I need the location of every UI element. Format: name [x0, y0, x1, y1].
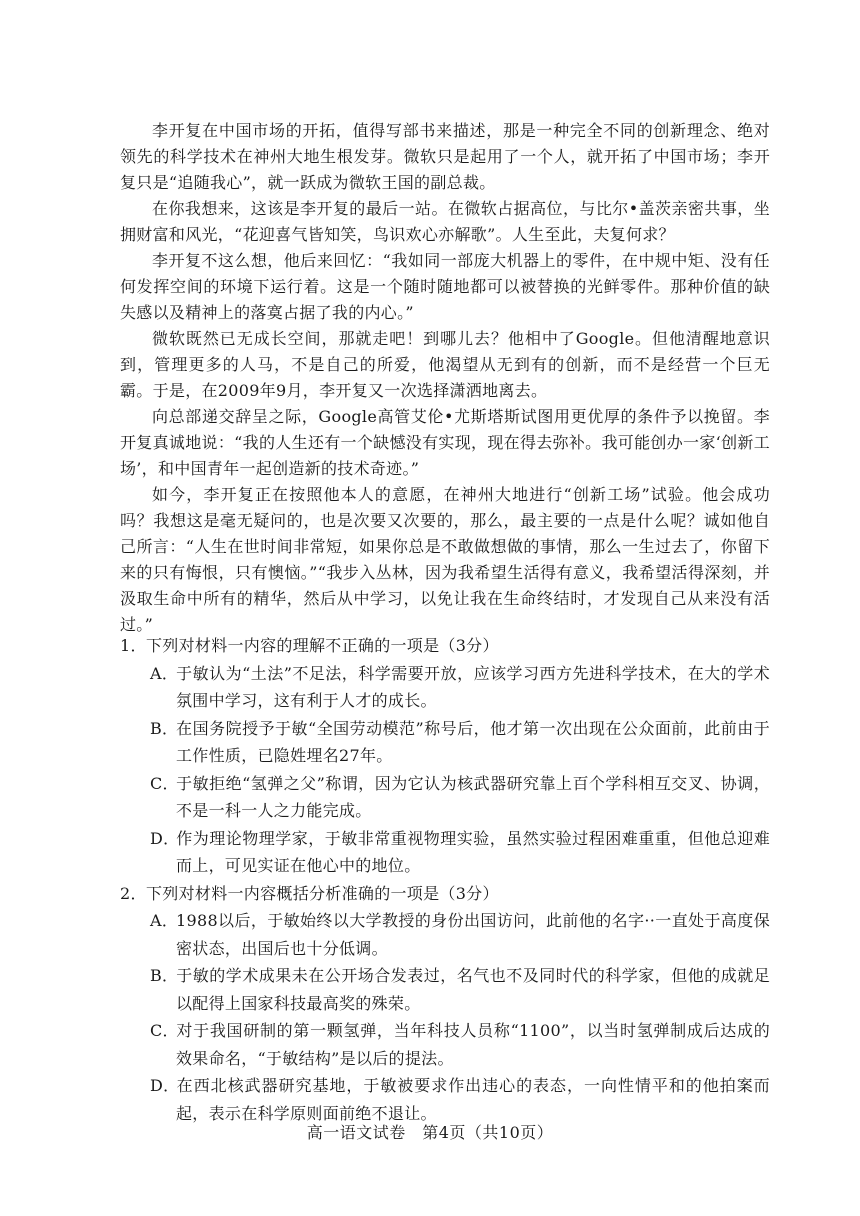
option-text: 对于我国研制的第一颗氢弹，当年科技人员称“1100”，以当时氢弹制成后达成的效果命名，“于敏结构”是以后的提法。: [176, 1021, 770, 1068]
answer-option: [120, 715, 770, 770]
question-number: 1．: [120, 636, 147, 655]
answer-option: [120, 1017, 770, 1072]
option-letter: C．: [150, 1021, 179, 1040]
option-letter: C．: [150, 773, 179, 793]
option-text: 于敏认为“土法”不足法，科学需要开放，应该学习西方先进科学技术，在大的学术氛围中学习，这有利于人才的成长。: [176, 663, 770, 710]
answer-option: [120, 825, 770, 880]
passage-paragraph: 微软既然已无成长空间，那就走吧！到哪儿去？他相中了Google。但他清醒地意识到，管理更多的人马，不是自己的所爱，他渴望从无到有的创新，而不是经营一个巨无霸。于是，在2009年9月，李开复又一次选择潇洒地离去。: [120, 329, 770, 400]
answer-option: [120, 1072, 770, 1127]
passage-paragraph: 李开复不这么想，他后来回忆：“我如同一部庞大机器上的零件，在中规中矩、没有任何发挥空间的环境下运行着。这是一个随时随地都可以被替换的光鲜零件。那种价值的缺失感以及精神上的落寞占据了我的内心。”: [120, 251, 770, 322]
option-letter: B．: [150, 966, 179, 985]
question-text: 下列对材料一内容的理解不正确的一项是（3分）: [146, 636, 499, 655]
page-footer: 高一语文试卷 第4页（共10页）: [306, 1123, 554, 1142]
question-section: [120, 632, 770, 1127]
option-letter: D．: [150, 1076, 180, 1095]
option-text: 于敏的学术成果未在公开场合发表过，名气也不及同时代的科学家，但他的成就足以配得上国家科技最高奖的殊荣。: [176, 966, 770, 1013]
option-letter: D．: [150, 828, 180, 848]
question-title: [120, 632, 770, 660]
option-text: 作为理论物理学家，于敏非常重视物理实验，虽然实验过程困难重重，但他总迎难而上，可见实证在他心中的地位。: [176, 828, 770, 875]
option-text: 在西北核武器研究基地，于敏被要求作出违心的表态，一向性情平和的他拍案而起，表示在科学原则面前绝不退让。: [176, 1076, 770, 1123]
option-letter: A．: [150, 911, 179, 930]
answer-option: [120, 907, 770, 962]
question-title: [120, 880, 770, 908]
option-text: 于敏拒绝“氢弹之父”称谓，因为它认为核武器研究靠上百个学科相互交叉、协调，不是一科一人之力能完成。: [176, 773, 770, 820]
question-text: 下列对材料一内容概括分析准确的一项是（3分）: [146, 883, 499, 903]
option-letter: A．: [150, 663, 179, 683]
passage-paragraph: 李开复在中国市场的开拓，值得写部书来描述，那是一种完全不同的创新理念、绝对领先的科学技术在神州大地生根发芽。微软只是起用了一个人，就开拓了中国市场；李开复只是“追随我心”，就一跃成为微软王国的副总裁。: [120, 121, 770, 192]
question-1: [120, 632, 770, 880]
passage-paragraph: 在你我想来，这该是李开复的最后一站。在微软占据高位，与比尔•盖茨亲密共事，坐拥财富和风光，“花迎喜气皆知笑，鸟识欢心亦解歌”。人生至此，夫复何求？: [120, 199, 770, 244]
answer-option: [120, 962, 770, 1017]
passage-paragraph: 向总部递交辞呈之际，Google高管艾伦•尤斯塔斯试图用更优厚的条件予以挽留。李开复真诚地说：“我的人生还有一个缺憾没有实现，现在得去弥补。我可能创办一家‘创新工场’，和中国青年一起创造新的技术奇迹。”: [120, 407, 770, 478]
option-text: 1988以后，于敏始终以大学教授的身份出国访问，此前他的名字··一直处于高度保密状态，出国后也十分低调。: [176, 911, 770, 958]
answer-option: [120, 770, 770, 825]
passage-paragraph: 如今，李开复正在按照他本人的意愿，在神州大地进行“创新工场”试验。他会成功吗？我想这是毫无疑问的，也是次要又次要的，那么，最主要的一点是什么呢？诚如他自己所言：“人生在世时间非常短，如果你总是不敢做想做的事情，那么一生过去了，你留下来的只有悔恨，只有懊恼。”“我步入丛林，因为我希望生活得有意义，我希望活得深刻，并汲取生命中所有的精华，然后从中学习，以免让我在生命终结时，才发现自己从来没有活过。”: [120, 485, 770, 634]
question-2: [120, 880, 770, 1128]
answer-option: [120, 660, 770, 715]
option-letter: B．: [150, 718, 179, 738]
question-number: 2．: [120, 883, 147, 903]
option-text: 在国务院授予于敏“全国劳动模范”称号后，他才第一次出现在公众面前，此前由于工作性质，已隐姓埋名27年。: [176, 718, 770, 765]
reading-passage: [120, 118, 770, 638]
